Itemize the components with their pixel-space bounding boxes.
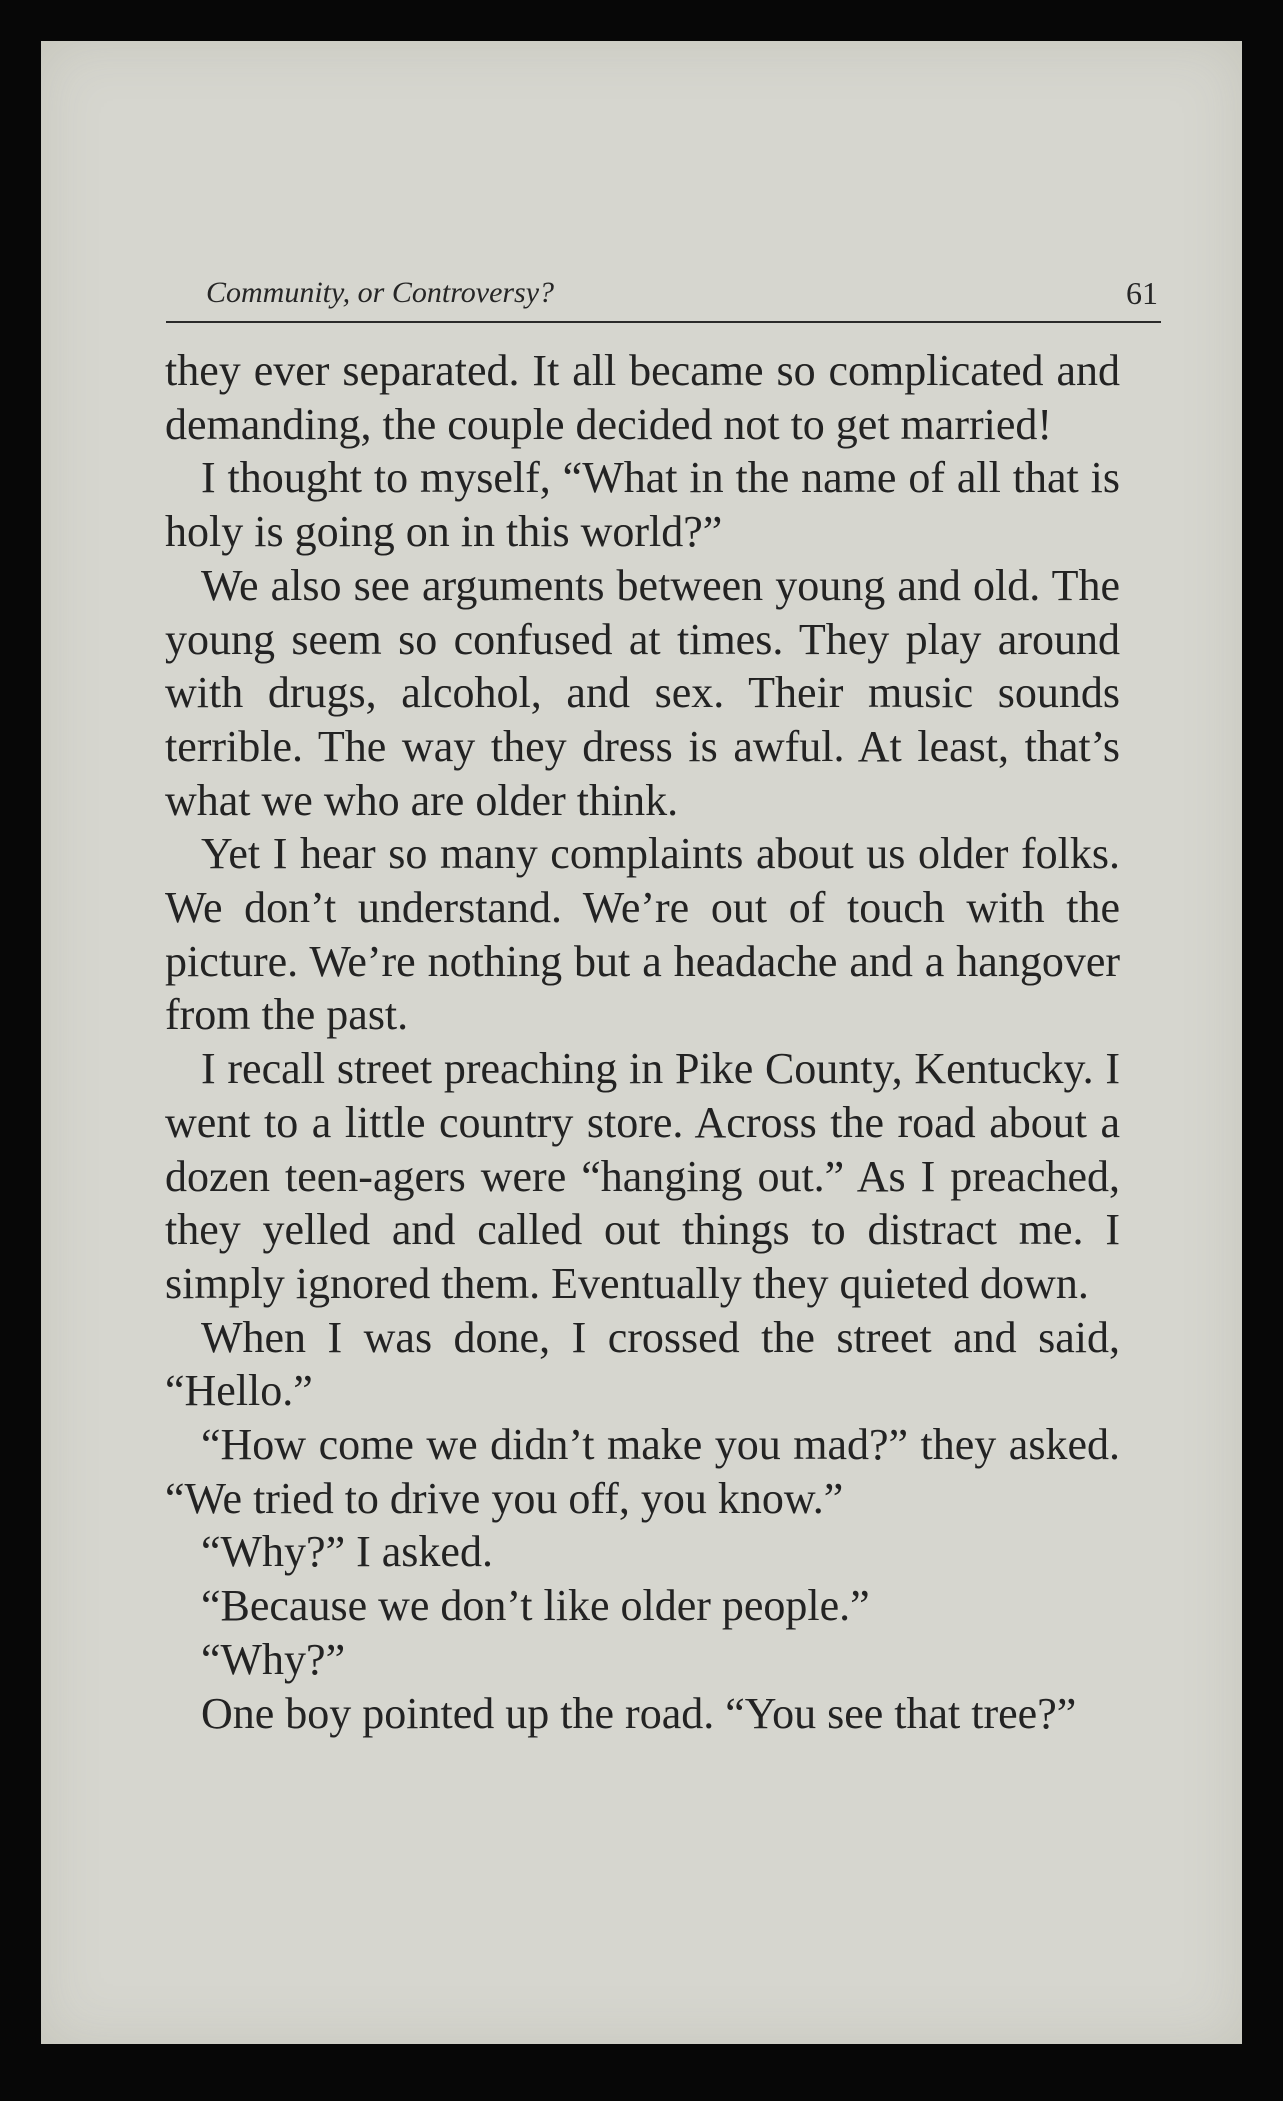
running-header: [166, 271, 1161, 323]
body-text: [165, 344, 1120, 1740]
paragraph: I recall street preaching in Pike County, Kentucky. I went to a little country store. Across the road about a dozen teen-agers were “hanging out.” As I preached, they yelled and called out things to distract me. I simply ignored them. Eventually they quieted down.: [165, 1044, 1120, 1308]
paragraph: When I was done, I crossed the street and said, “Hello.”: [165, 1312, 1120, 1416]
paragraph: “Because we don’t like older people.”: [201, 1581, 870, 1631]
paragraph: “How come we didn’t make you mad?” they asked. “We tried to drive you off, you know.”: [165, 1420, 1120, 1523]
paragraph: “Why?” I asked.: [201, 1527, 493, 1577]
page-number: 61: [1126, 275, 1158, 311]
running-title: Community, or Controversy?: [206, 276, 555, 309]
paragraph: We also see arguments between young and old. The young seem so confused at times. They play around with drugs, alcohol, and sex. Their music sounds terrible. The way they dress is awful. At least, that’s what we who are older think.: [165, 560, 1120, 825]
paragraph: I thought to myself, “What in the name of all that is holy is going on in this world?”: [165, 453, 1120, 557]
paragraph: “Why?”: [201, 1634, 346, 1684]
paragraph: One boy pointed up the road. “You see that tree?”: [201, 1688, 1077, 1738]
paragraph: Yet I hear so many complaints about us older folks. We don’t understand. We’re out of touch with the picture. We’re nothing but a headache and a hangover from the past.: [165, 829, 1120, 1040]
paragraph: they ever separated. It all became so complicated and demanding, the couple decided not to get married!: [165, 346, 1120, 449]
